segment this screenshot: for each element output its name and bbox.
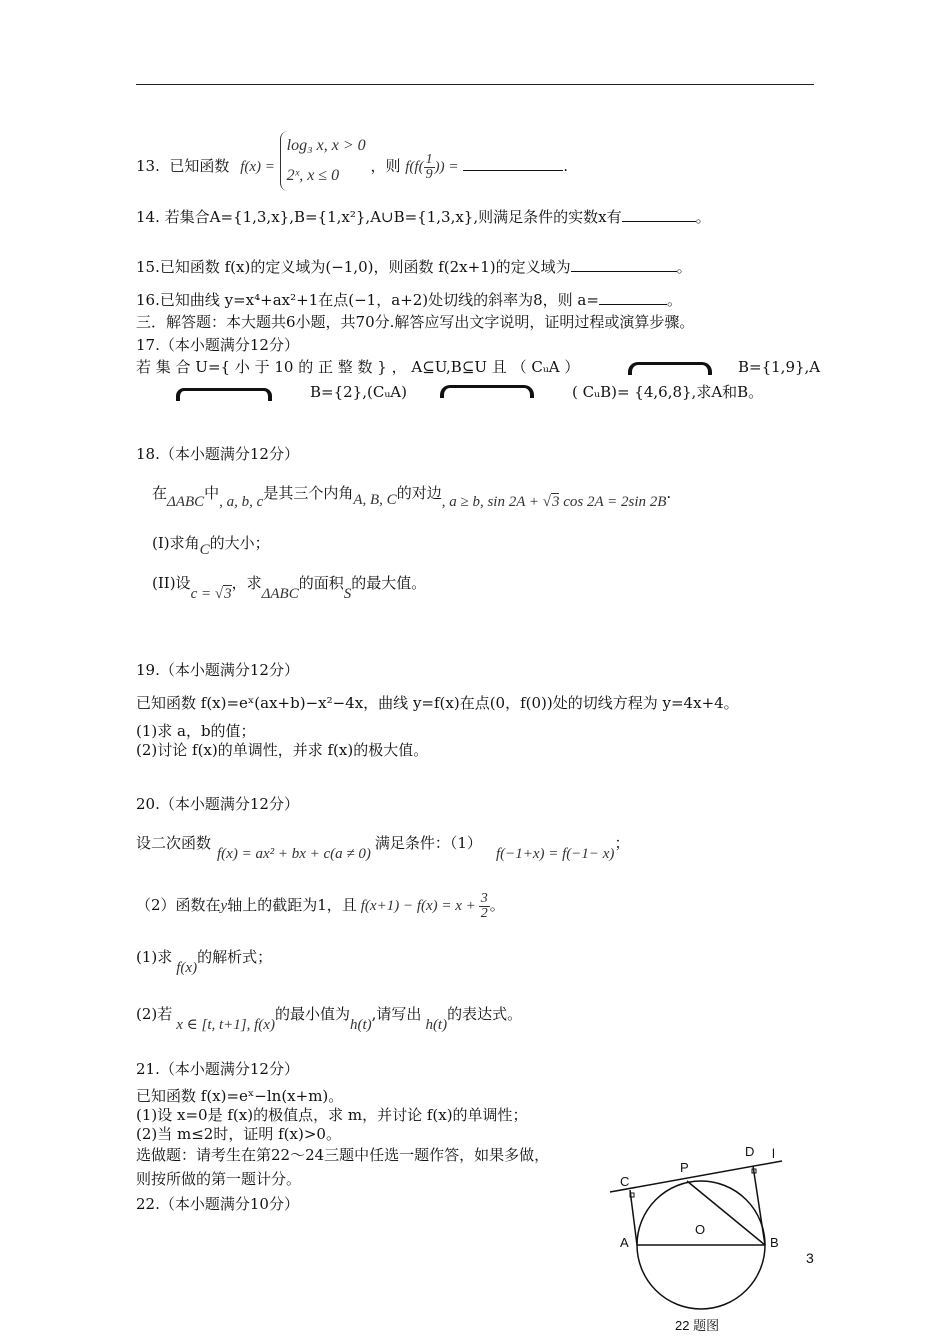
q20-l2-end: 。 — [489, 896, 505, 914]
q20-y-axis: y — [220, 898, 228, 914]
q18-cond-a: , a ≥ b, sin 2A + — [441, 494, 539, 510]
q20-frac-num: 3 — [480, 890, 488, 906]
q18-cond-b: cos 2A = 2sin 2B — [563, 494, 667, 510]
q18-cond-sqrt: 3 — [551, 494, 560, 510]
q13-frac-num: 1 — [425, 151, 433, 167]
label-d: D — [745, 1144, 755, 1159]
q20-l1-b: 满足条件：（1） — [374, 834, 482, 852]
q20-p2-a: (2)若 — [136, 1005, 173, 1023]
q18-l1-a: 在 — [152, 484, 168, 502]
q20-title: 20.（本小题满分12分） — [136, 795, 299, 813]
q20-p2-b: 的最小值为 — [274, 1005, 350, 1023]
q18-p2-area: S — [343, 586, 352, 602]
q14-answer-blank[interactable] — [622, 207, 696, 222]
q20-p2-d: 的表达式。 — [447, 1005, 523, 1023]
segment-ac — [630, 1190, 637, 1245]
label-c: C — [620, 1174, 630, 1189]
q20-p1-f: f(x) — [176, 960, 198, 976]
q21-title: 21.（本小题满分12分） — [136, 1060, 299, 1078]
q18-p1-angle: C — [199, 542, 210, 558]
label-p: P — [680, 1160, 689, 1175]
intersection-symbol — [628, 362, 712, 375]
q20-l1-end: ； — [614, 834, 630, 852]
q20-l2-b: 轴上的截距为1，且 — [227, 896, 357, 914]
q13-case-2: 2ˣ, x ≤ 0 — [286, 167, 340, 184]
q20-fraction — [479, 892, 490, 921]
q20-line-2 — [136, 890, 505, 921]
q19-title: 19.（本小题满分12分） — [136, 661, 299, 679]
figure-caption: 22 题图 — [675, 1318, 720, 1333]
q17-line-1-right: B={1,9},A — [738, 358, 821, 376]
q21-part-2: (2)当 m≤2时，证明 f(x)>0。 — [136, 1125, 341, 1143]
q20-part-2 — [136, 1001, 523, 1033]
q15-answer-blank[interactable] — [571, 257, 677, 272]
q18-p2-c2: 的面积 — [298, 574, 344, 592]
q18-p1-b: 的大小； — [209, 534, 270, 552]
q18-p2-d: 的最大值。 — [351, 574, 427, 592]
q17-line-1: 若 集 合 U={ 小 于 10 的 正 整 数 } ， A⊆U,B⊆U 且 （ CᵤA ） — [136, 358, 580, 376]
q20-function: f(x) = ax² + bx + c(a ≠ 0) — [217, 846, 371, 862]
q14-text: 14. 若集合A={1,3,x},B={1,x²},A∪B={1,3,x},则满足条件的实数x有 — [136, 208, 622, 226]
label-b: B — [770, 1235, 779, 1250]
q20-part-1 — [136, 944, 273, 976]
label-a: A — [620, 1235, 629, 1250]
q13-frac-den: 9 — [425, 166, 433, 182]
q20-l1-a: 设二次函数 — [136, 834, 212, 852]
question-15 — [136, 257, 692, 277]
q20-condition-1: f(−1+x) = f(−1− x) — [495, 846, 615, 862]
q18-title: 18.（本小题满分12分） — [136, 445, 299, 463]
q20-frac-den: 2 — [480, 905, 488, 921]
q20-l2-a: （2）函数在 — [136, 896, 221, 914]
q13-text-2: ，则 — [370, 157, 401, 175]
q17-line-2-mid: B={2},(CᵤA) — [310, 383, 407, 401]
q18-l1-end: . — [666, 484, 672, 502]
q18-p2-c-label: c = — [190, 586, 212, 602]
q21-line-1: 已知函数 f(x)=eˣ−ln(x+m)。 — [136, 1087, 344, 1105]
geometry-figure — [600, 1135, 800, 1335]
section-3-heading: 三．解答题：本大题共6小题，共70分.解答应写出文字说明，证明过程或演算步骤。 — [136, 313, 695, 331]
q20-condition-2: f(x+1) − f(x) = x + — [360, 898, 476, 914]
elective-line-2: 则按所做的第一题计分。 — [136, 1170, 302, 1188]
q17-line-2-right: ( CᵤB)= {4,6,8},求A和B。 — [572, 383, 764, 401]
q13-text: 已知函数 — [169, 157, 230, 175]
q20-p1-a: (1)求 — [136, 948, 173, 966]
q18-triangle: ΔABC — [167, 494, 205, 510]
intersection-symbol-2 — [440, 385, 534, 398]
question-16 — [136, 290, 682, 310]
q19-part-2: (2)讨论 f(x)的单调性，并求 f(x)的极大值。 — [136, 741, 429, 759]
q18-p2-a: (II)设 — [152, 574, 191, 592]
q17-title: 17.（本小题满分12分） — [136, 336, 299, 354]
q18-p2-c: c = √3 — [190, 586, 232, 602]
q18-part-2 — [152, 570, 427, 602]
elective-line-1: 选做题：请考生在第22～24三题中任选一题作答，如果多做， — [136, 1146, 550, 1164]
label-l: l — [772, 1146, 775, 1161]
q18-p2-b: ，求 — [231, 574, 262, 592]
q13-end: . — [563, 157, 569, 175]
q20-p2-domain: x ∈ [t, t+1], f(x) — [176, 1017, 275, 1033]
q20-p2-h: h(t) — [349, 1017, 372, 1033]
q15-text: 15.已知函数 f(x)的定义域为(−1,0)，则函数 f(2x+1)的定义域为 — [136, 258, 571, 276]
q16-answer-blank[interactable] — [599, 290, 667, 305]
question-13 — [136, 137, 569, 191]
q20-line-1 — [136, 830, 630, 862]
q18-p1-a: (I)求角 — [152, 534, 200, 552]
q20-p2-c: ,请写出 — [371, 1005, 422, 1023]
q20-p1-b: 的解析式； — [197, 948, 273, 966]
q18-l1-d: 的对边 — [396, 484, 442, 502]
q18-angles: A, B, C — [353, 492, 397, 508]
q13-fraction — [424, 153, 435, 182]
q19-line-1: 已知函数 f(x)=eˣ(ax+b)−x²−4x，曲线 y=f(x)在点(0，f(0))处的切线方程为 y=4x+4。 — [136, 694, 739, 712]
q13-piecewise — [280, 131, 366, 191]
q14-end: 。 — [695, 208, 711, 226]
q18-l1-c: 是其三个内角 — [263, 484, 354, 502]
q18-part-1 — [152, 531, 270, 556]
q16-end: 。 — [666, 291, 682, 309]
union-symbol — [176, 388, 272, 401]
segment-bd — [753, 1166, 765, 1245]
page-number: 3 — [806, 1250, 814, 1266]
q13-case-1: log₃ x, x > 0 — [286, 137, 366, 154]
q15-end: 。 — [676, 258, 692, 276]
question-14 — [136, 207, 711, 227]
q20-p2-h2: h(t) — [425, 1017, 448, 1033]
q18-sides: , a, b, c — [219, 494, 264, 510]
q18-line-1 — [152, 480, 672, 510]
q18-p2-triangle: ΔABC — [261, 586, 299, 602]
q18-l1-b: 中 — [204, 484, 220, 502]
q13-ask-b: )) = — [434, 159, 459, 175]
q13-ask-a: f(f( — [405, 159, 424, 175]
q13-number: 13. — [136, 157, 160, 175]
q19-part-1: (1)求 a，b的值； — [136, 722, 256, 740]
q18-p2-sqrt: 3 — [224, 586, 232, 602]
q16-text: 16.已知曲线 y=x⁴+ax²+1在点(−1，a+2)处切线的斜率为8，则 a= — [136, 291, 599, 309]
header-rule — [136, 84, 814, 85]
q22-title: 22.（本小题满分10分） — [136, 1195, 299, 1213]
q18-condition: , a ≥ b, sin 2A + √3 cos 2A = 2sin 2B — [441, 494, 667, 510]
label-o: O — [695, 1222, 706, 1237]
q13-answer-blank[interactable] — [463, 156, 563, 171]
q21-part-1: (1)设 x=0是 f(x)的极值点，求 m，并讨论 f(x)的单调性； — [136, 1106, 528, 1124]
q13-function: f(x) = — [240, 159, 275, 175]
